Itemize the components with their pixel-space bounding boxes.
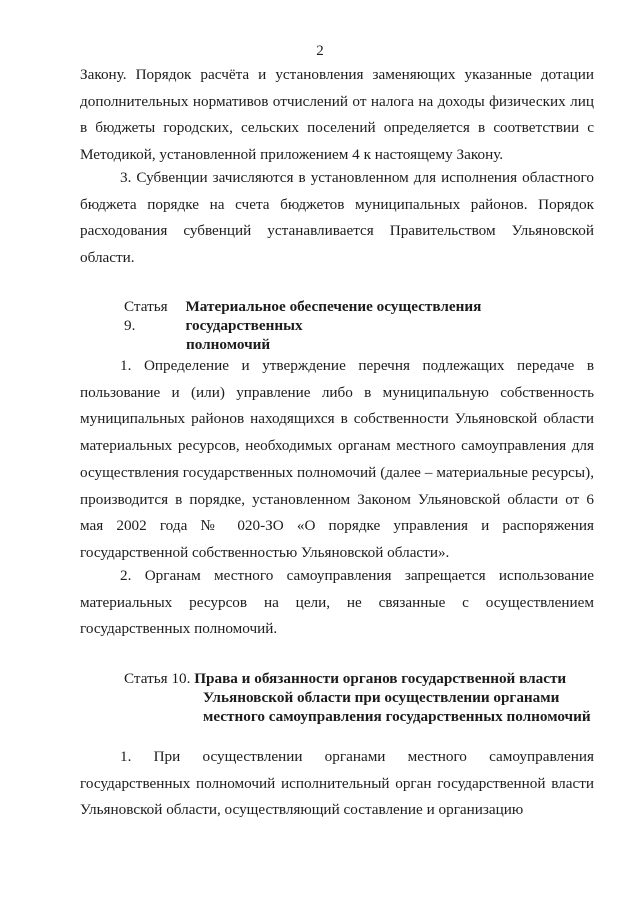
article-9-heading xyxy=(124,297,594,354)
paragraph-continuation: Закону. Порядок расчёта и установления заменяющих указанные дотации дополнительных нормативов отчислений от налога на доходы физических лиц в бюджеты городских, сельских поселений определяется в соответствии с Методикой, установленной приложением 4 к настоящему Закону. xyxy=(80,66,594,164)
article-10-heading xyxy=(124,669,594,726)
article-9-paragraph-1: 1. Определение и утверждение перечня подлежащих передаче в пользование и (или) управление либо в муниципальную собственность муниципальных районов находящихся в собственности Ульяновской области материальных ресурсов, необходимых органам местного самоуправления для осуществления государственных полномочий (далее – материальные ресурсы), производится в порядке, установленном Законом Ульяновской области от 6 мая 2002 года № 020-ЗО «О порядке управления и распоряжения государственной собственностью Ульяновской области». xyxy=(80,357,594,561)
article-9-label: Статья 9. xyxy=(124,298,168,334)
article-10-paragraph-1: 1. При осуществлении органами местного самоуправления государственных полномочий исполнительный орган государственной власти Ульяновской области, осуществляющий составление и организацию xyxy=(80,748,594,819)
article-10-title-line2: Ульяновской области при осуществлении органами xyxy=(203,689,560,706)
article-10-title-line3: местного самоуправления государственных полномочий xyxy=(203,708,591,725)
article-9-title-line2: полномочий xyxy=(186,336,271,353)
page-number: 2 xyxy=(316,43,324,59)
article-10-label: Статья 10. xyxy=(124,670,191,687)
article-9-title-line1: Материальное обеспечение осуществления государственных xyxy=(185,298,482,334)
paragraph-subventions: 3. Субвенции зачисляются в установленном для исполнения областного бюджета порядке на счета бюджетов муниципальных районов. Порядок расходования субвенций устанавливается Правительством Ульяновской области. xyxy=(80,169,594,267)
article-9-paragraph-2: 2. Органам местного самоуправления запрещается использование материальных ресурсов на цели, не связанные с осуществлением государственных полномочий. xyxy=(80,567,594,638)
article-10-title-line1: Права и обязанности органов государственной власти xyxy=(194,670,567,687)
